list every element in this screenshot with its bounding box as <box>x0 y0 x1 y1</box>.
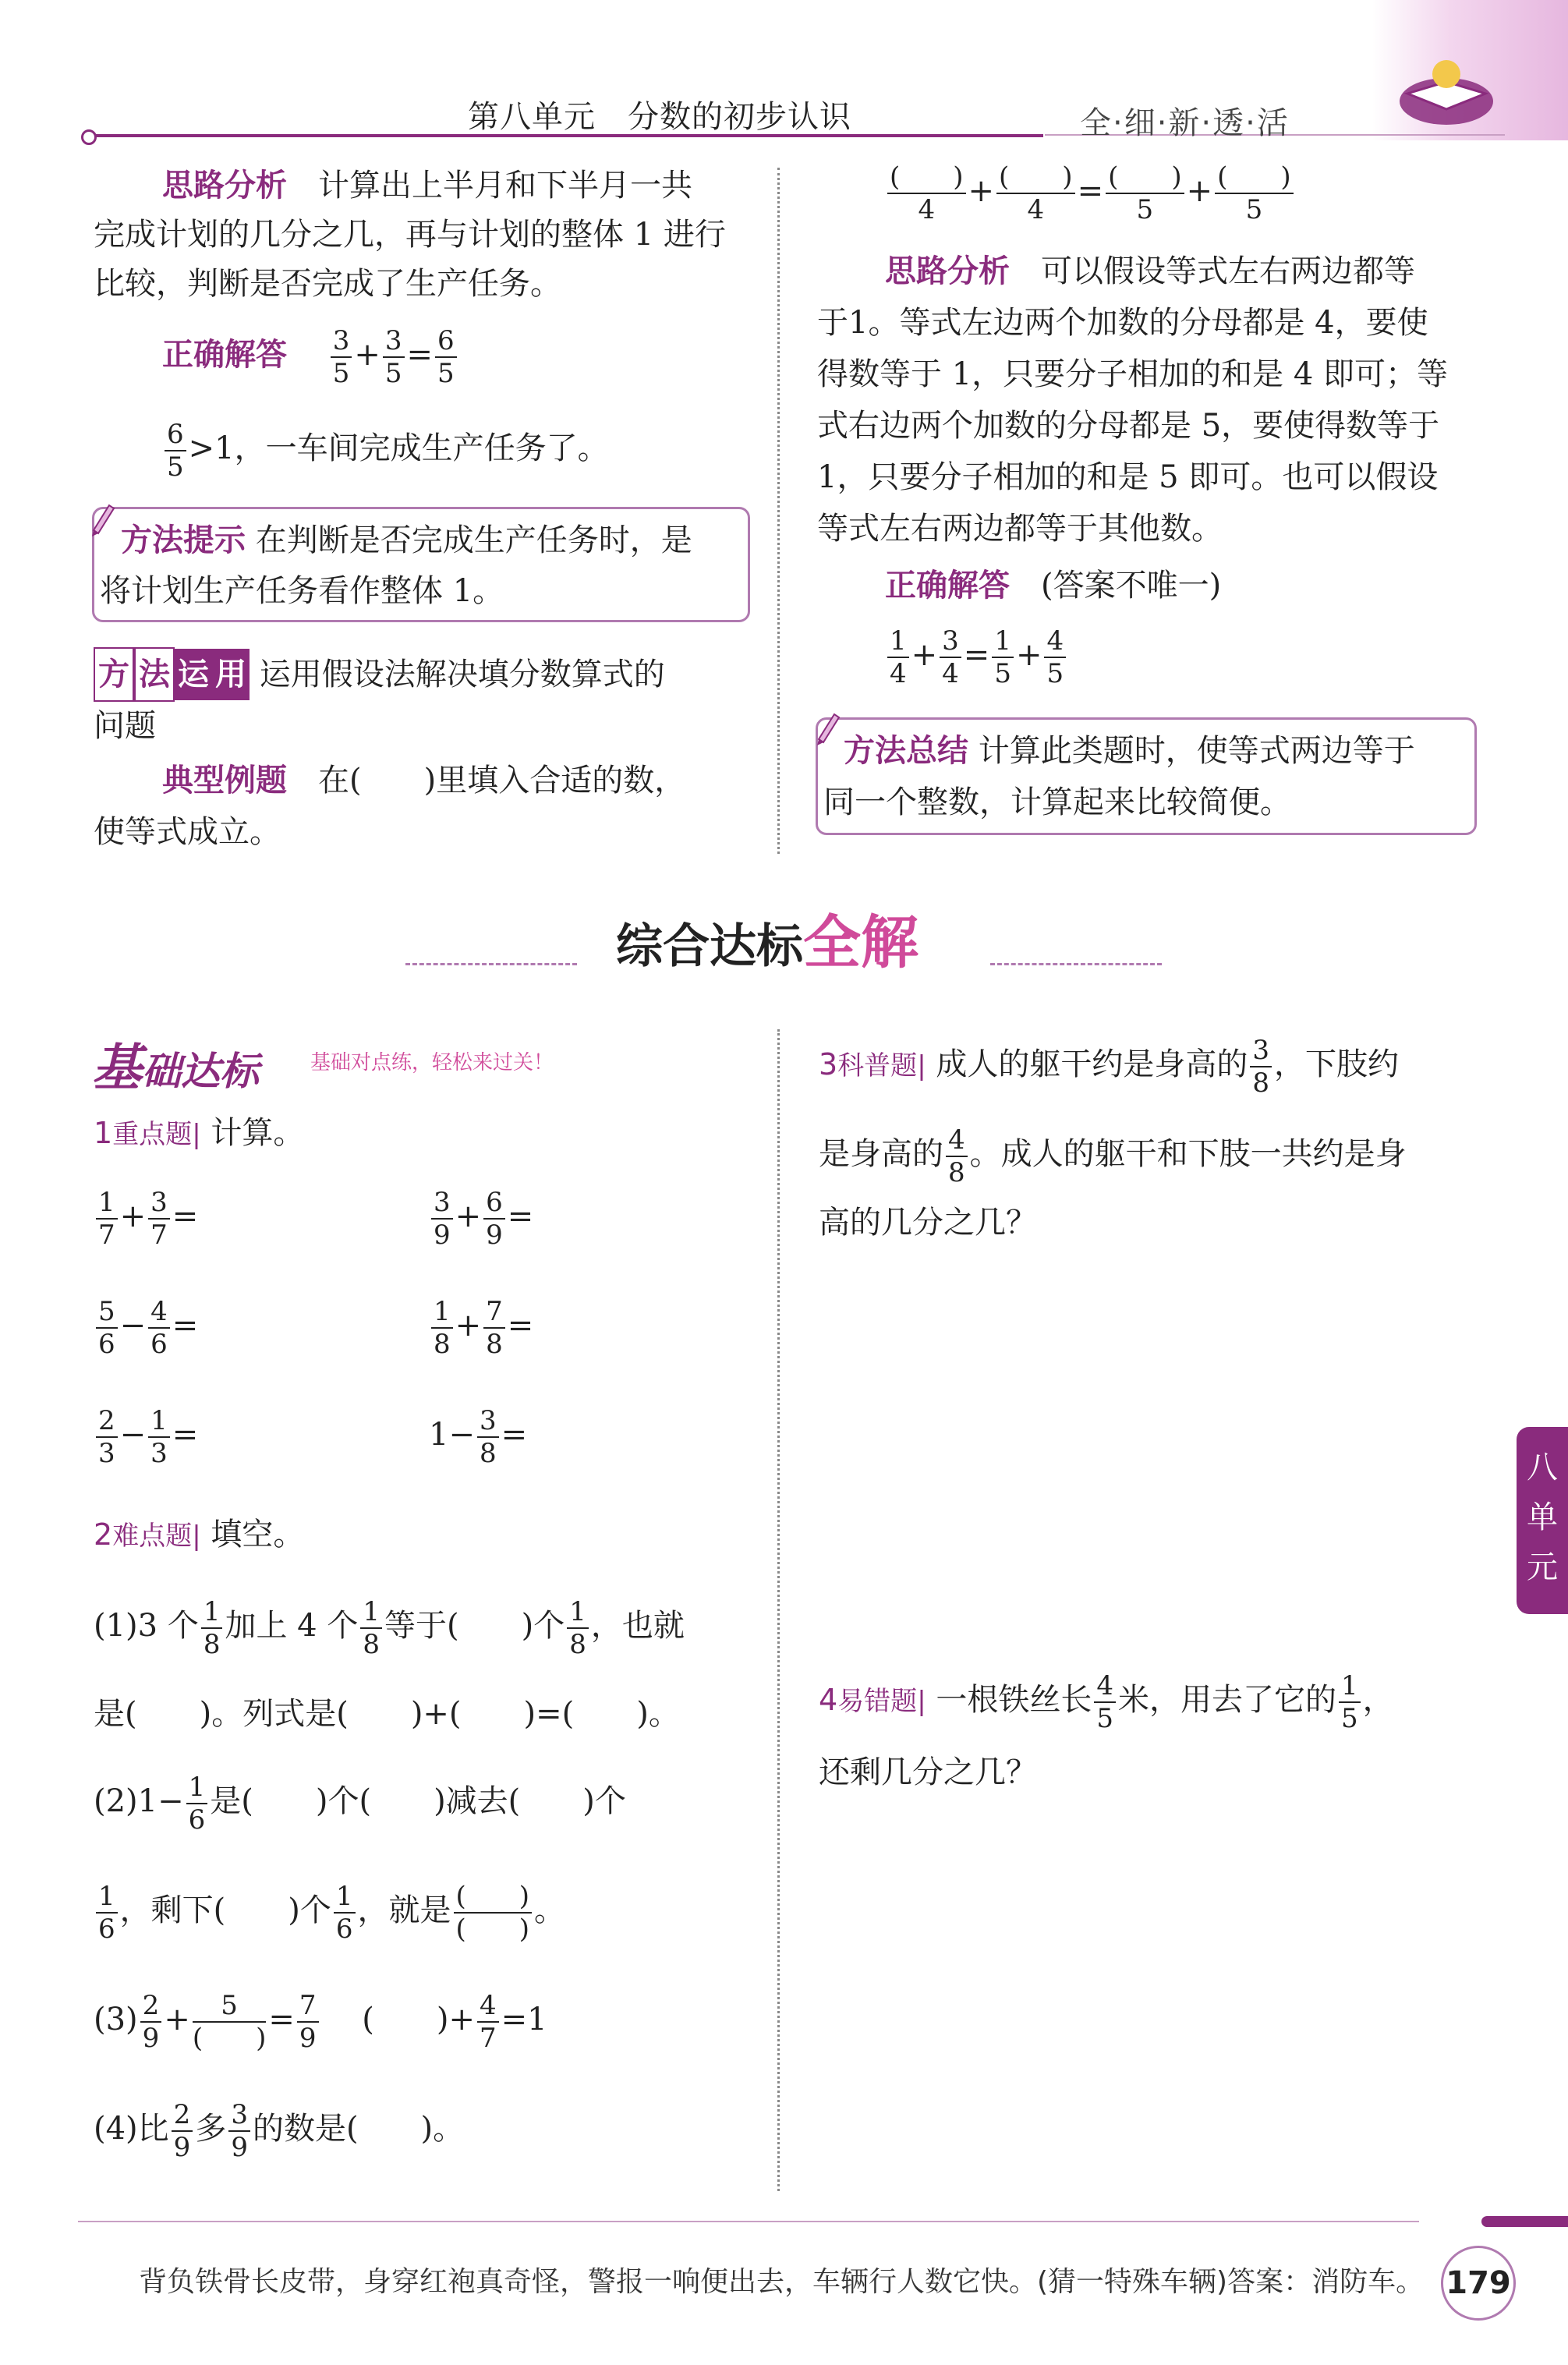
footer-rule <box>78 2221 1419 2222</box>
q1-header: 1重点题| 计算。 <box>94 1115 305 1151</box>
q2-part1-line1: (1)3 个 $\frac{1}{8}$ 加上 4 个 $\frac{1}{8}$ 等于( )个 $\frac{1}{8}$ ，也就 <box>94 1596 685 1660</box>
analysis-line-3: 比较，判断是否完成了生产任务。 <box>94 266 561 302</box>
q2-part2-line1: (2)1− $\frac{1}{6}$ 是( )个( )减去( )个 <box>94 1772 626 1836</box>
r-analysis-line-1: 思路分析 可以假设等式左右两边都等 <box>885 253 1415 289</box>
r-analysis-line-4: 式右边两个加数的分母都是 5，要使得数等于 <box>817 408 1440 444</box>
q1-item-1: $\frac{1}{7}$ + $\frac{3}{7}$ = <box>94 1189 198 1248</box>
column-divider-top <box>777 168 780 854</box>
q2-part3: (3) $\frac{2}{9}$ + $\frac{5}{( )}$ = $\frac{7}{9}$ ( )+ $\frac{4}{7}$ =1 <box>94 1990 547 2054</box>
footer-riddle: 背负铁骨长皮带，身穿红袍真奇怪，警报一响便出去，车辆行人数它快。(猜一特殊车辆)答案：消防车。 <box>139 2266 1425 2298</box>
analysis-line-2: 完成计划的几分之几，再与计划的整体 1 进行 <box>94 217 726 253</box>
q2-part1-line2: 是( )。列式是( )+( )=( )。 <box>94 1696 680 1732</box>
section-line-left <box>405 963 577 965</box>
q3-line3: 高的几分之几？ <box>819 1205 1037 1241</box>
header-slogan: 全·细·新·透·活 <box>1080 105 1290 141</box>
pencil-icon <box>87 499 115 536</box>
q2-part2-line2: $\frac{1}{6}$ ，剩下( )个 $\frac{1}{6}$ ，就是 $\frac{( )}{( )}$ 。 <box>94 1883 565 1942</box>
q3-line1: 3科普题| 成人的躯干约是身高的 $\frac{3}{8}$ ，下肢约 <box>819 1035 1400 1099</box>
analysis-line-1: 思路分析 计算出上半月和下半月一共 <box>162 168 692 204</box>
r-analysis-line-5: 1，只要分子相加的和是 5 即可。也可以假设 <box>817 459 1439 495</box>
q1-item-2: $\frac{3}{9}$ + $\frac{6}{9}$ = <box>429 1189 533 1248</box>
answer-result: $\frac{6}{5}$ >1，一车间完成生产任务了。 <box>162 421 609 480</box>
tip-line-1: 方法提示 在判断是否完成生产任务时，是 <box>121 522 692 558</box>
pencil-icon <box>812 708 841 745</box>
r-analysis-line-2: 于1。等式左边两个加数的分母都是 4，要使 <box>817 305 1428 341</box>
example-equation: $\frac{( )}{4}$ + $\frac{( )}{4}$ = $\frac{( )}{5}$ + $\frac{( )}{5}$ <box>885 164 1296 223</box>
q1-item-4: $\frac{1}{8}$ + $\frac{7}{8}$ = <box>429 1298 533 1358</box>
r-answer-equation: $\frac{1}{4}$ + $\frac{3}{4}$ = $\frac{1}{5}$ + $\frac{4}{5}$ <box>885 628 1068 687</box>
column-divider-bottom <box>777 1029 780 2191</box>
section-title: 综合达标全解 <box>616 909 919 976</box>
method-apply-line-2: 问题 <box>94 708 156 744</box>
footer-bar <box>1481 2216 1568 2227</box>
answer-line: 正确解答 $\frac{3}{5}$ + $\frac{3}{5}$ = $\frac{6}{5}$ <box>162 327 459 387</box>
q1-item-6: 1− $\frac{3}{8}$ = <box>429 1405 528 1469</box>
chapter-title: 第八单元 分数的初步认识 <box>468 99 851 135</box>
book-logo-icon <box>1396 47 1497 133</box>
basic-banner-sub: 基础对点练，轻松来过关！ <box>310 1051 554 1075</box>
example-line-2: 使等式成立。 <box>94 814 281 850</box>
summary-line-1: 方法总结 计算此类题时，使等式两边等于 <box>844 733 1415 769</box>
summary-line-2: 同一个整数，计算起来比较简便。 <box>823 784 1291 820</box>
tip-line-2: 将计划生产任务看作整体 1。 <box>100 573 504 609</box>
r-answer-label: 正确解答 (答案不唯一) <box>885 568 1222 604</box>
r-analysis-line-6: 等式左右两边都等于其他数。 <box>817 511 1223 547</box>
q3-line2: 是身高的 $\frac{4}{8}$ 。成人的躯干和下肢一共约是身 <box>819 1124 1407 1188</box>
section-line-right <box>990 963 1162 965</box>
q1-item-5: $\frac{2}{3}$ − $\frac{1}{3}$ = <box>94 1407 198 1467</box>
q4-line2: 还剩几分之几？ <box>819 1754 1037 1790</box>
page-number: 179 <box>1441 2246 1516 2321</box>
method-apply-line-1: 方 法 运 用 运用假设法解决填分数算式的 <box>94 647 665 702</box>
r-analysis-line-3: 得数等于 1，只要分子相加的和是 4 即可；等 <box>817 356 1449 392</box>
example-line-1: 典型例题 在( )里填入合适的数， <box>162 763 686 798</box>
unit-side-tab: 八 单 元 <box>1517 1427 1568 1614</box>
header-dot <box>81 129 97 145</box>
q2-part4: (4)比 $\frac{2}{9}$ 多 $\frac{3}{9}$ 的数是( )。 <box>94 2099 465 2163</box>
q4-line1: 4易错题| 一根铁丝长 $\frac{4}{5}$ 米，用去了它的 $\frac{1}{5}$ ， <box>819 1670 1394 1734</box>
q1-item-3: $\frac{5}{6}$ − $\frac{4}{6}$ = <box>94 1298 198 1358</box>
q2-header: 2难点题| 填空。 <box>94 1517 305 1552</box>
basic-banner: 基础达标 <box>92 1039 259 1097</box>
